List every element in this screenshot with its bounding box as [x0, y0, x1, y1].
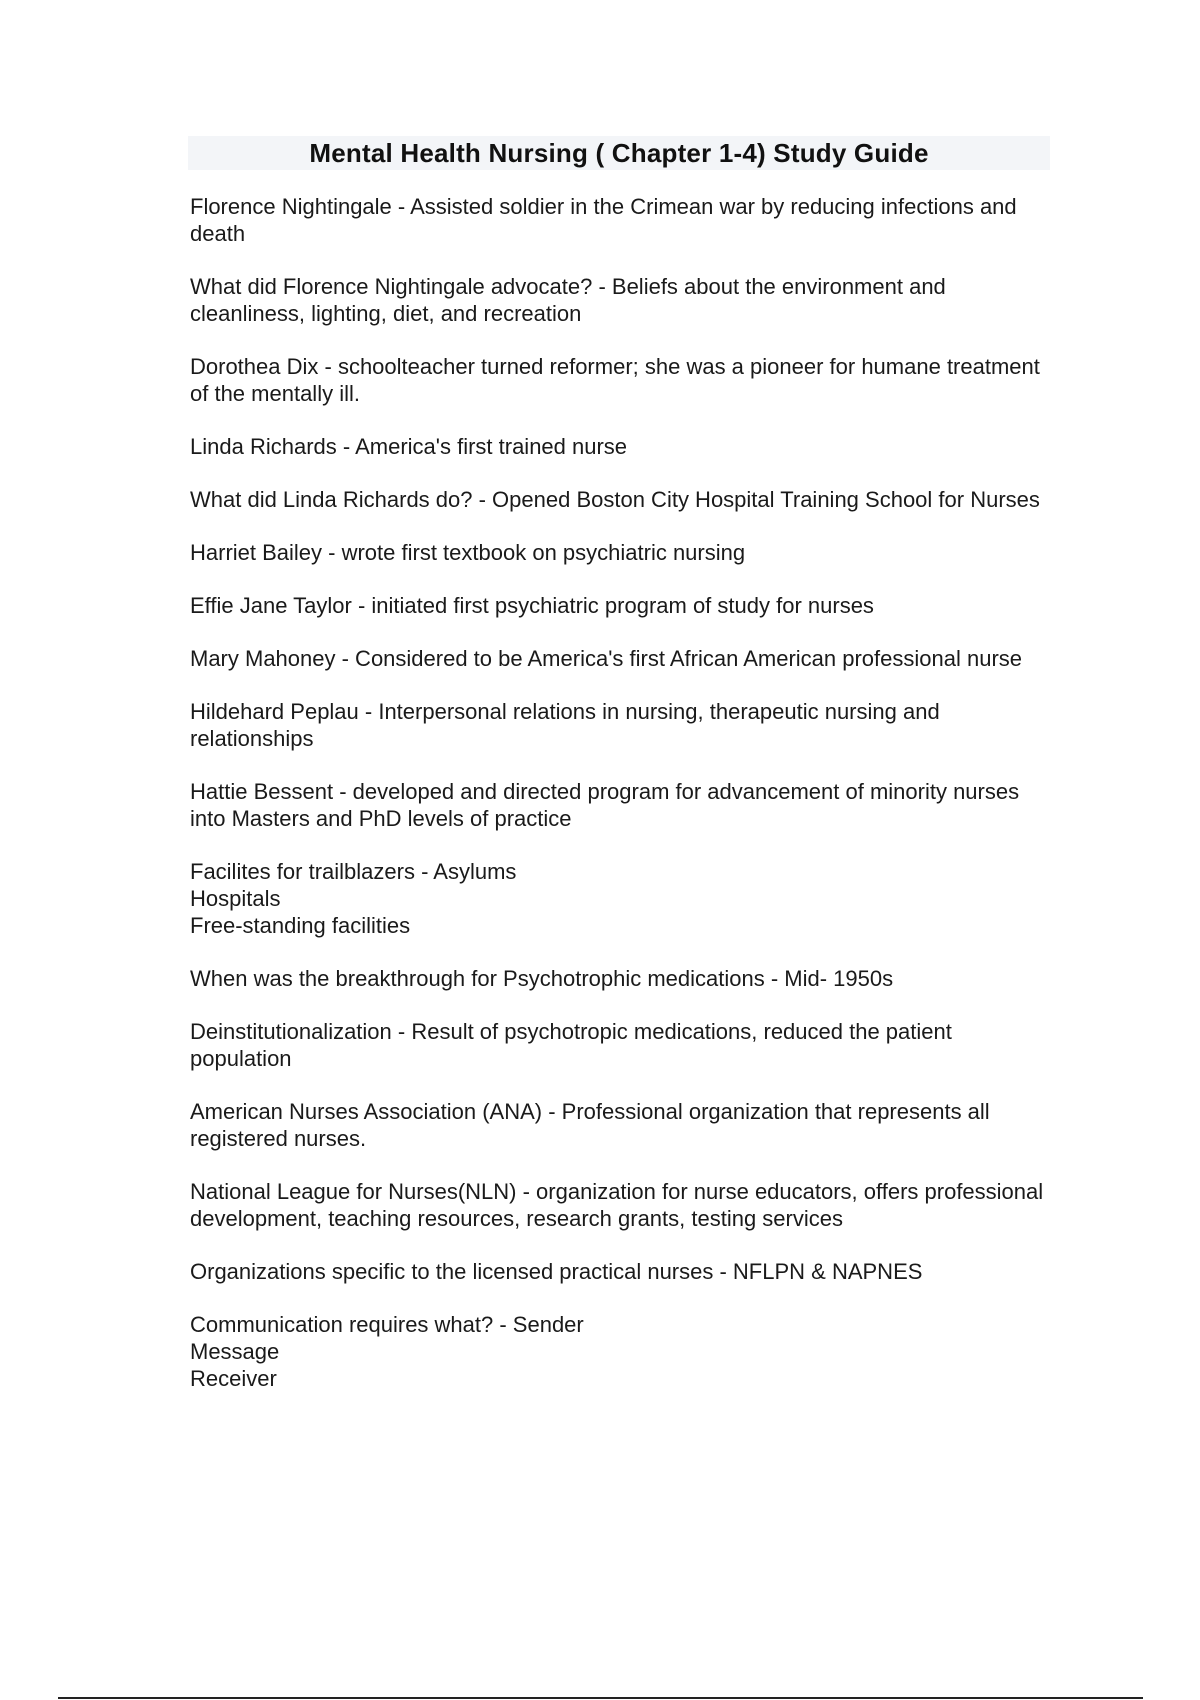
entry-text: Effie Jane Taylor - initiated first psychiatric program of study for nurses: [190, 593, 874, 618]
study-entry: [190, 1018, 1050, 1072]
entry-text: Dorothea Dix - schoolteacher turned reformer; she was a pioneer for humane treatment of the mentally ill.: [190, 354, 1046, 406]
study-entry: [190, 698, 1050, 752]
entry-text: Communication requires what? - Sender: [190, 1312, 584, 1337]
entry-text: What did Florence Nightingale advocate? - Beliefs about the environment and cleanliness, lighting, diet, and recreation: [190, 274, 952, 326]
entry-continuation: Message: [190, 1339, 280, 1364]
bottom-rule: [58, 1697, 1143, 1699]
study-entry: [190, 539, 1050, 566]
entry-text: Florence Nightingale - Assisted soldier in the Crimean war by reducing infections and death: [190, 194, 1023, 246]
study-entry: [190, 353, 1050, 407]
entry-text: Hattie Bessent - developed and directed program for advancement of minority nurses into Masters and PhD levels of practice: [190, 779, 1026, 831]
entry-text: Mary Mahoney - Considered to be America's first African American professional nurse: [190, 646, 1023, 671]
study-entry: [190, 273, 1050, 327]
study-entry: [190, 486, 1050, 513]
entry-text: Linda Richards - America's first trained nurse: [190, 434, 628, 459]
entry-continuation: Hospitals: [190, 886, 281, 911]
entry-text: Organizations specific to the licensed practical nurses - NFLPN & NAPNES: [190, 1259, 923, 1284]
entry-text: National League for Nurses(NLN) - organization for nurse educators, offers professional development, teaching resources, research grants, testing services: [190, 1179, 1050, 1231]
study-entry: [190, 1098, 1050, 1152]
entry-continuation: Receiver: [190, 1366, 277, 1391]
study-entry: [190, 433, 1050, 460]
study-entry: [190, 592, 1050, 619]
study-entry: [190, 193, 1050, 247]
study-entry: [190, 778, 1050, 832]
entry-text: Hildehard Peplau - Interpersonal relations in nursing, therapeutic nursing and relationships: [190, 699, 946, 751]
study-entry: [190, 645, 1050, 672]
study-entry: [190, 858, 1050, 939]
entry-list: [190, 193, 1050, 1392]
entry-continuation: Free-standing facilities: [190, 913, 411, 938]
study-entry: [190, 965, 1050, 992]
entry-text: Harriet Bailey - wrote first textbook on psychiatric nursing: [190, 540, 746, 565]
entry-text: When was the breakthrough for Psychotrophic medications - Mid- 1950s: [190, 966, 894, 991]
entry-text: American Nurses Association (ANA) - Professional organization that represents all registered nurses.: [190, 1099, 996, 1151]
study-entry: [190, 1178, 1050, 1232]
study-entry: [190, 1258, 1050, 1285]
entry-text: Facilites for trailblazers - Asylums: [190, 859, 517, 884]
entry-text: Deinstitutionalization - Result of psychotropic medications, reduced the patient population: [190, 1019, 958, 1071]
study-entry: [190, 1311, 1050, 1392]
page-title: Mental Health Nursing ( Chapter 1-4) Study Guide: [309, 138, 929, 168]
entry-text: What did Linda Richards do? - Opened Boston City Hospital Training School for Nurses: [190, 487, 1040, 512]
